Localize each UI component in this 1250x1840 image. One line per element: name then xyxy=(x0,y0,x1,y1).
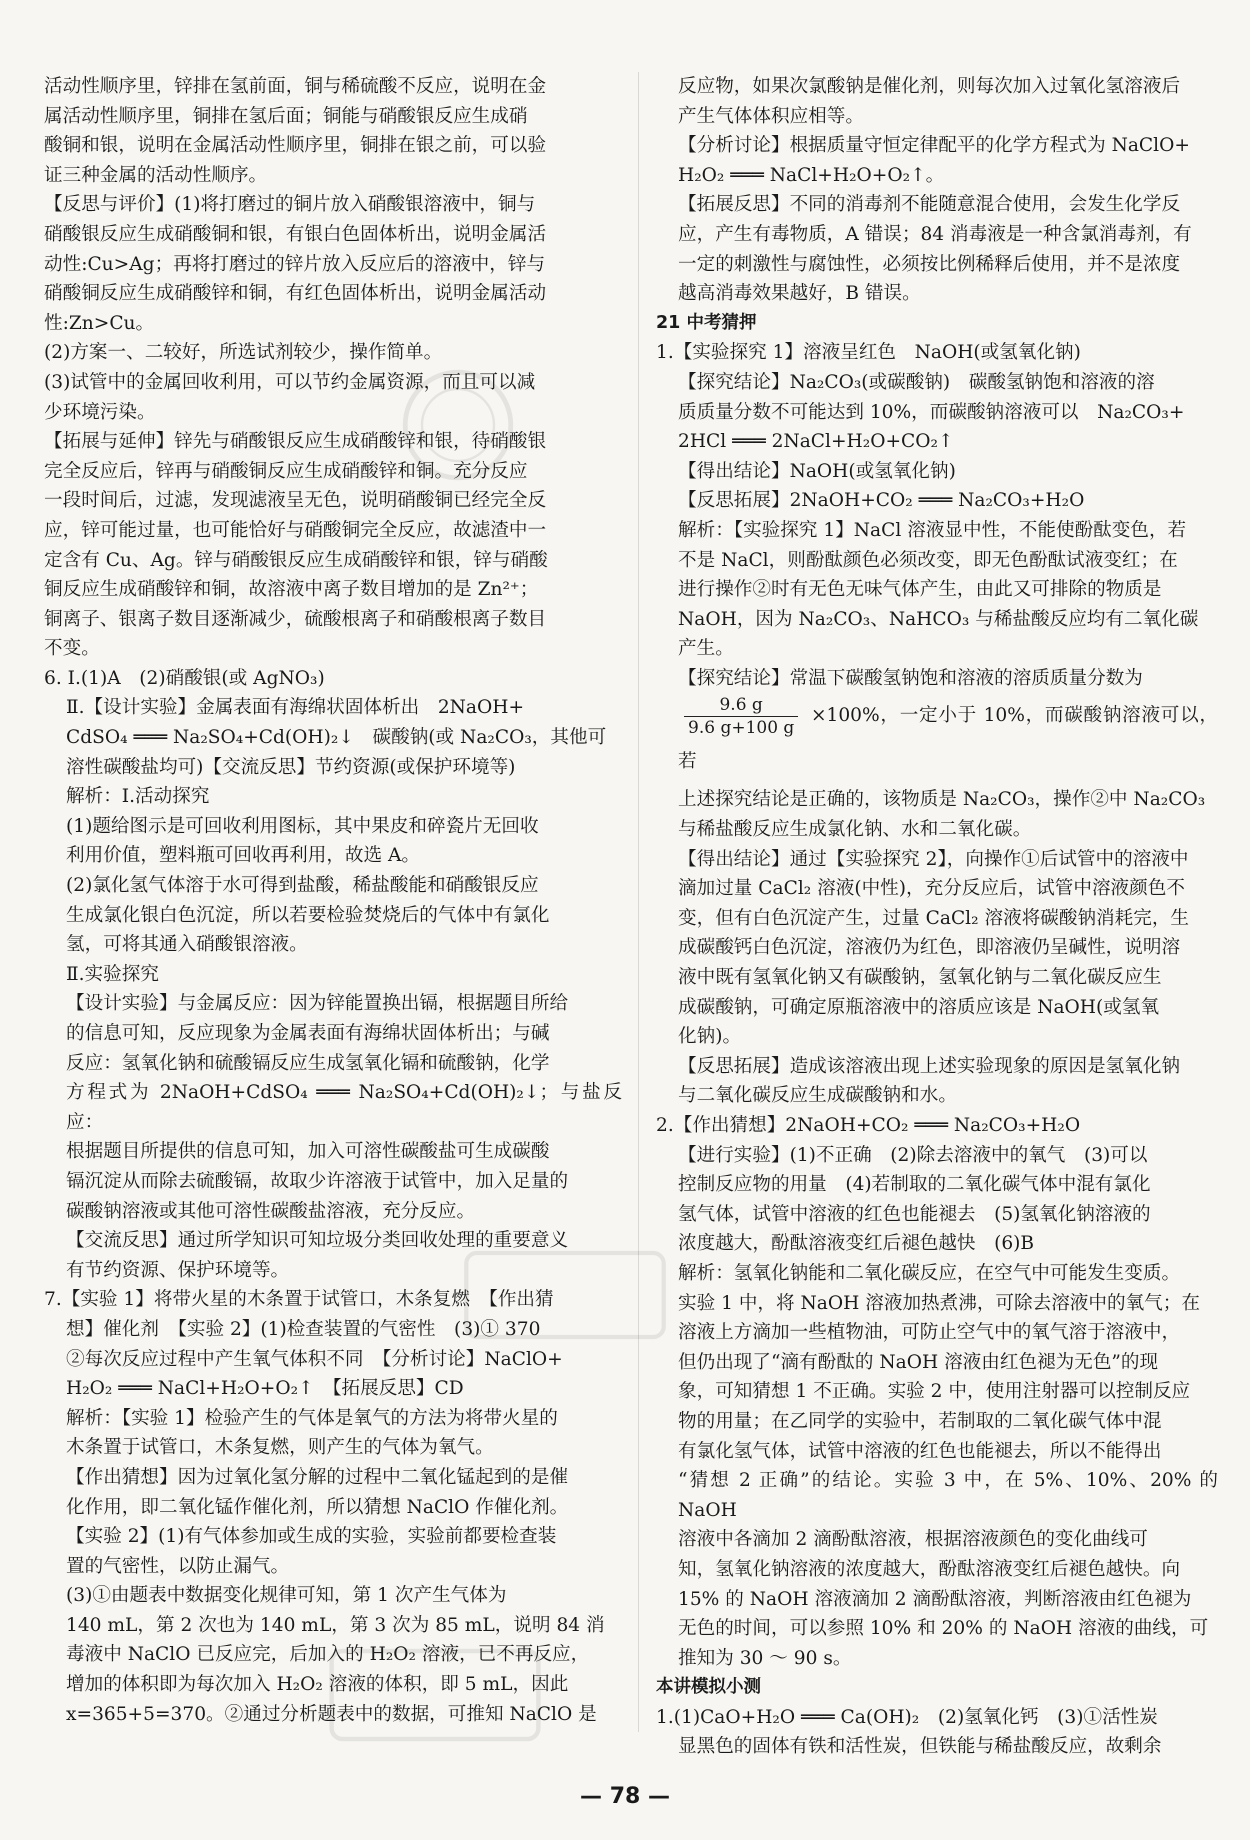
fraction xyxy=(684,694,798,739)
text-line: 化作用，即二氧化锰作催化剂，所以猜想 NaClO 作催化剂。 xyxy=(66,1496,569,1518)
text-line: 氢气体，试管中溶液的红色也能褪去 (5)氢氧化钠溶液的 xyxy=(678,1203,1151,1225)
text-line: 溶性碳酸盐均可)【交流反思】节约资源(或保护环境等) xyxy=(66,756,516,778)
text-line: 6. Ⅰ.(1)A (2)硝酸银(或 AgNO₃) xyxy=(44,667,325,689)
text-line: 想】催化剂 【实验 2】(1)检查装置的气密性 (3)① 370 xyxy=(66,1318,541,1340)
text-line: (1)题给图示是可回收利用图标，其中果皮和碎瓷片无回收 xyxy=(66,815,539,837)
text-line: 15% 的 NaOH 溶液滴加 2 滴酚酞溶液，判断溶液由红色褪为 xyxy=(678,1588,1192,1610)
text-line: 【得出结论】通过【实验探究 2】，向操作①后试管中的溶液中 xyxy=(678,848,1189,870)
text-line: 进行操作②时有无色无味气体产生，由此又可排除的物质是 xyxy=(678,579,1162,601)
fraction-line xyxy=(656,693,1218,785)
text-line: 7.【实验 1】将带火星的木条置于试管口，木条复燃 【作出猜 xyxy=(44,1289,554,1311)
text-line: 置的气密性，以防止漏气。 xyxy=(66,1555,290,1577)
text-line: 增加的体积即为每次加入 H₂O₂ 溶液的体积，即 5 mL，因此 xyxy=(66,1674,569,1696)
text-line: 物的用量；在乙同学的实验中，若制取的二氧化碳气体中混 xyxy=(678,1410,1162,1432)
text-line: 上述探究结论是正确的，该物质是 Na₂CO₃，操作②中 Na₂CO₃ xyxy=(678,789,1206,811)
left-column xyxy=(44,72,622,1729)
text-line: 滴加过量 CaCl₂ 溶液(中性)，充分反应后，试管中溶液颜色不 xyxy=(678,878,1185,900)
text-line: H₂O₂ ═══ NaCl+H₂O+O₂↑ 【拓展反思】CD xyxy=(66,1378,464,1400)
text-line: 本讲模拟小测 xyxy=(656,1677,761,1698)
text-line: 性:Zn>Cu。 xyxy=(44,312,155,334)
text-line: 【探究结论】常温下碳酸氢钠饱和溶液的溶质质量分数为 xyxy=(678,667,1143,689)
text-line: CdSO₄ ═══ Na₂SO₄+Cd(OH)₂↓ 碳酸钠(或 Na₂CO₃，其他可 xyxy=(66,727,607,749)
text-line: 的信息可知，反应现象为金属表面有海绵状固体析出；与碱 xyxy=(66,1023,550,1044)
text-line: 反应：氢氧化钠和硫酸镉反应生成氢氧化镉和硫酸钠，化学 xyxy=(66,1052,550,1074)
text-line: 产生。 xyxy=(678,638,734,660)
text-line: 【得出结论】NaOH(或氢氧化钠) xyxy=(678,460,956,482)
text-line: 硝酸铜反应生成硝酸锌和铜，有红色固体析出，说明金属活动 xyxy=(44,283,547,305)
text-line: 应，产生有毒物质，A 错误；84 消毒液是一种含氯消毒剂，有 xyxy=(678,223,1192,245)
text-line: 氢，可将其通入硝酸银溶液。 xyxy=(66,934,308,956)
text-line: 象，可知猜想 1 不正确。实验 2 中，使用注射器可以控制反应 xyxy=(678,1381,1191,1403)
text-line: 木条置于试管口，木条复燃，则产生的气体为氧气。 xyxy=(66,1437,494,1459)
text-line: 解析：【实验 1】检验产生的气体是氧气的方法为将带火星的 xyxy=(66,1407,558,1429)
text-line: 一段时间后，过滤，发现滤液呈无色，说明硝酸铜已经完全反 xyxy=(44,490,547,512)
text-line: 【拓展反思】不同的消毒剂不能随意混合使用，会发生化学反 xyxy=(678,194,1181,216)
text-line: 140 mL，第 2 次也为 140 mL，第 3 次为 85 mL，说明 84 消 xyxy=(66,1614,605,1636)
text-line: 【进行实验】(1)不正确 (2)除去溶液中的氧气 (3)可以 xyxy=(678,1144,1148,1166)
text-line: 【实验 2】(1)有气体参加或生成的实验，实验前都要检查装 xyxy=(66,1526,557,1548)
text-line: 不变。 xyxy=(44,638,100,660)
text-line: 酸铜和银，说明在金属活动性顺序里，铜排在银之前，可以验 xyxy=(44,135,547,157)
text-line: 【作出猜想】因为过氧化氢分解的过程中二氧化锰起到的是催 xyxy=(66,1466,569,1488)
text-line: 无色的时间，可以参照 10% 和 20% 的 NaOH 溶液的曲线，可 xyxy=(678,1618,1209,1640)
text-line: (3)试管中的金属回收利用，可以节约金属资源，而且可以减 xyxy=(44,371,536,393)
text-line: 解析：Ⅰ.活动探究 xyxy=(66,786,210,808)
text-line: 知，氢氧化钠溶液的浓度越大，酚酞溶液变红后褪色越快。向 xyxy=(678,1558,1181,1580)
text-line: 铜离子、银离子数目逐渐减少，硫酸根离子和硝酸根离子数目 xyxy=(44,608,547,630)
text-line: ②每次反应过程中产生氧气体积不同 【分析讨论】NaClO+ xyxy=(66,1348,563,1370)
text-line: H₂O₂ ═══ NaCl+H₂O+O₂↑。 xyxy=(678,164,945,186)
text-line: 与稀盐酸反应生成氯化钠、水和二氧化碳。 xyxy=(678,819,1032,841)
fraction-denominator: 9.6 g+100 g xyxy=(688,717,795,738)
text-line: 控制反应物的用量 (4)若制取的二氧化碳气体中混有氯化 xyxy=(678,1174,1151,1196)
text-line: 碳酸钠溶液或其他可溶性碳酸盐溶液，充分反应。 xyxy=(66,1200,476,1222)
text-line: 反应物，如果次氯酸钠是催化剂，则每次加入过氧化氢溶液后 xyxy=(678,76,1181,97)
text-line: 应，锌可能过量，也可能恰好与硝酸铜完全反应，故滤渣中一 xyxy=(44,519,547,541)
text-line: 活动性顺序里，锌排在氢前面，铜与稀硫酸不反应，说明在金 xyxy=(44,76,547,97)
text-line: 2HCl ═══ 2NaCl+H₂O+CO₂↑ xyxy=(678,431,954,453)
text-line: 越高消毒效果越好，B 错误。 xyxy=(678,283,921,305)
text-line: 利用价值，塑料瓶可回收再利用，故选 A。 xyxy=(66,845,421,867)
text-line: 【反思拓展】2NaOH+CO₂ ═══ Na₂CO₃+H₂O xyxy=(678,490,1085,512)
page-number: — 78 — xyxy=(580,1784,670,1809)
text-line: 证三种金属的活动性顺序。 xyxy=(44,164,268,186)
text-line: 浓度越大，酚酞溶液变红后褪色越快 (6)B xyxy=(678,1233,1035,1255)
text-line: 根据题目所提供的信息可知，加入可溶性碳酸盐可生成碳酸 xyxy=(66,1141,550,1163)
text-line: “猜想 2 正确”的结论。实验 3 中，在 5%、10%、20% 的 NaOH xyxy=(678,1470,1218,1521)
text-line: 一定的刺激性与腐蚀性，必须按比例稀释后使用，并不是浓度 xyxy=(678,253,1181,275)
text-line: 【反思拓展】造成该溶液出现上述实验现象的原因是氢氧化钠 xyxy=(678,1055,1181,1077)
text-line: 成碳酸钠，可确定原瓶溶液中的溶质应该是 NaOH(或氢氧 xyxy=(678,996,1160,1018)
text-line: 显黑色的固体有铁和活性炭，但铁能与稀盐酸反应，故剩余 xyxy=(678,1736,1162,1758)
text-line: 【拓展与延伸】锌先与硝酸银反应生成硝酸锌和银，待硝酸银 xyxy=(44,431,547,453)
text-line: (3)①由题表中数据变化规律可知，第 1 次产生气体为 xyxy=(66,1585,507,1607)
text-line: 生成氯化银白色沉淀，所以若要检验焚烧后的气体中有氯化 xyxy=(66,904,550,926)
text-line: 液中既有氢氧化钠又有碳酸钠，氢氧化钠与二氧化碳反应生 xyxy=(678,967,1162,989)
text-line: 解析：氢氧化钠能和二氧化碳反应，在空气中可能发生变质。 xyxy=(678,1262,1181,1284)
text-line: 【设计实验】与金属反应：因为锌能置换出镉，根据题目所给 xyxy=(66,993,569,1015)
text-line: 有氯化氢气体，试管中溶液的红色也能褪去，所以不能得出 xyxy=(678,1440,1162,1462)
text-line: 化钠)。 xyxy=(678,1026,742,1048)
text-line: 【探究结论】Na₂CO₃(或碳酸钠) 碳酸氢钠饱和溶液的溶 xyxy=(678,371,1155,393)
text-line: 2.【作出猜想】2NaOH+CO₂ ═══ Na₂CO₃+H₂O xyxy=(656,1115,1081,1136)
text-line: 铜反应生成硝酸锌和铜，故溶液中离子数目增加的是 Zn²⁺； xyxy=(44,579,539,601)
text-line: 【反思与评价】(1)将打磨过的铜片放入硝酸银溶液中，铜与 xyxy=(44,194,536,216)
text-line: 镉沉淀从而除去硫酸镉，故取少许溶液于试管中，加入足量的 xyxy=(66,1170,569,1192)
text-line: (2)氯化氢气体溶于水可得到盐酸，稀盐酸能和硝酸银反应 xyxy=(66,875,539,897)
text-line: 质质量分数不可能达到 10%，而碳酸钠溶液可以 Na₂CO₃+ xyxy=(678,401,1185,423)
right-column xyxy=(656,72,1218,1762)
text-line: 实验 1 中，将 NaOH 溶液加热煮沸，可除去溶液中的氧气；在 xyxy=(678,1292,1200,1314)
text-line: 成碳酸钙白色沉淀，溶液仍为红色，即溶液仍呈碱性，说明溶 xyxy=(678,937,1181,959)
text-line: 【交流反思】通过所学知识可知垃圾分类回收处理的重要意义 xyxy=(66,1230,569,1252)
text-line: 溶液上方滴加一些植物油，可防止空气中的氧气溶于溶液中， xyxy=(678,1322,1181,1344)
text-line: 但仍出现了“滴有酚酞的 NaOH 溶液由红色褪为无色”的现 xyxy=(678,1351,1159,1373)
text-line: Ⅱ.【设计实验】金属表面有海绵状固体析出 2NaOH+ xyxy=(66,697,525,719)
text-line: 21 中考猜押 xyxy=(656,312,757,333)
text-line: 1.(1)CaO+H₂O ═══ Ca(OH)₂ (2)氢氧化钙 (3)①活性炭 xyxy=(656,1706,1158,1728)
text-line: 不是 NaCl，则酚酞颜色必须改变，即无色酚酞试液变红；在 xyxy=(678,549,1178,571)
text-line: 属活动性顺序里，铜排在氢后面；铜能与硝酸银反应生成硝 xyxy=(44,105,528,127)
text-line: 完全反应后，锌再与硝酸铜反应生成硝酸锌和铜。充分反应 xyxy=(44,460,528,482)
text-line: 硝酸银反应生成硝酸铜和银，有银白色固体析出，说明金属活 xyxy=(44,223,547,245)
text-line: 毒液中 NaClO 已反应完，后加入的 H₂O₂ 溶液，已不再反应， xyxy=(66,1644,590,1666)
column-divider xyxy=(638,72,639,1732)
text-line: (2)方案一、二较好，所选试剂较少，操作简单。 xyxy=(44,342,443,364)
fraction-tail: ×100%，一定小于 10%，而碳酸钠溶液可以，若 xyxy=(678,705,1218,773)
text-line: 溶液中各滴加 2 滴酚酞溶液，根据溶液颜色的变化曲线可 xyxy=(678,1529,1148,1551)
text-line: Ⅱ.实验探究 xyxy=(66,963,159,985)
text-line: NaOH，因为 Na₂CO₃、NaHCO₃ 与稀盐酸反应均有二氧化碳 xyxy=(678,608,1199,630)
fraction-numerator: 9.6 g xyxy=(684,694,798,717)
text-line: 变，但有白色沉淀产生，过量 CaCl₂ 溶液将碳酸钠消耗完，生 xyxy=(678,907,1190,929)
text-line: 推知为 30 ～ 90 s。 xyxy=(678,1647,852,1669)
text-line: 产生气体体积应相等。 xyxy=(678,105,864,127)
text-line: 定含有 Cu、Ag。锌与硝酸银反应生成硝酸锌和银，锌与硝酸 xyxy=(44,549,548,571)
text-line: 动性:Cu>Ag；再将打磨过的锌片放入反应后的溶液中，锌与 xyxy=(44,253,546,275)
text-line: 有节约资源、保护环境等。 xyxy=(66,1259,290,1281)
text-line: 与二氧化碳反应生成碳酸钠和水。 xyxy=(678,1085,957,1107)
text-line: 少环境污染。 xyxy=(44,401,156,423)
text-line: x=365+5=370。②通过分析题表中的数据，可推知 NaClO 是 xyxy=(66,1703,597,1725)
text-line: 1.【实验探究 1】溶液呈红色 NaOH(或氢氧化钠) xyxy=(656,342,1081,364)
text-line: 解析：【实验探究 1】NaCl 溶液显中性，不能使酚酞变色，若 xyxy=(678,519,1187,541)
text-line: 方程式为 2NaOH+CdSO₄ ═══ Na₂SO₄+Cd(OH)₂↓；与盐反应： xyxy=(66,1082,622,1133)
text-line: 【分析讨论】根据质量守恒定律配平的化学方程式为 NaClO+ xyxy=(678,135,1190,157)
